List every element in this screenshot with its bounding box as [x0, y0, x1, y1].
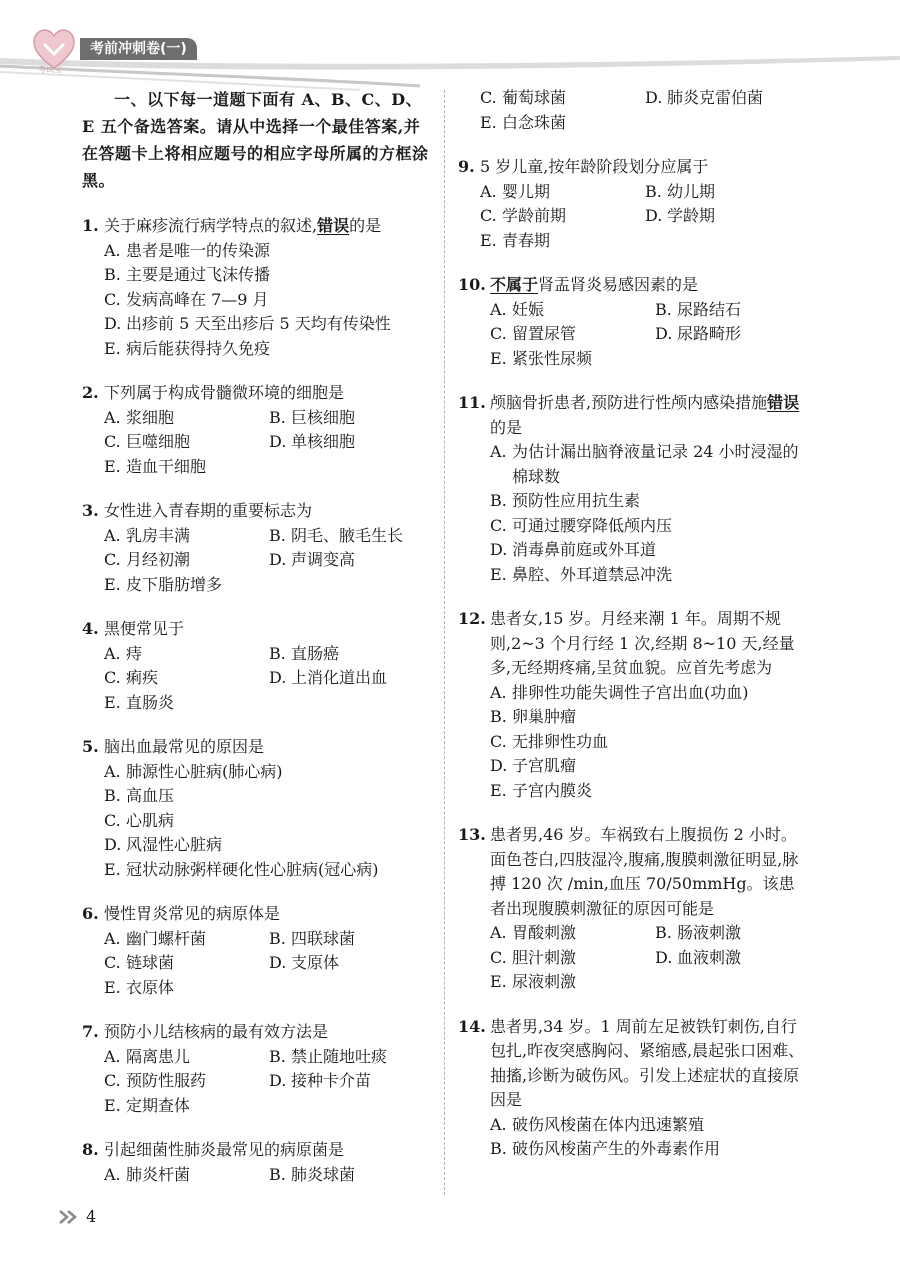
- question-stem: 女性进入青春期的重要标志为: [104, 501, 313, 520]
- option-a: A. 肺源性心脏病(肺心病): [104, 761, 283, 781]
- question-stem: 关于麻疹流行病学特点的叙述,错误的是: [104, 216, 382, 235]
- section-tab-title: 考前冲刺卷(一): [80, 38, 197, 60]
- option-d: D. 消毒鼻前庭或外耳道: [490, 540, 657, 559]
- option-e: E. 病后能获得持久免疫: [104, 338, 271, 358]
- option-a: A. 患者是唯一的传染源: [104, 240, 271, 260]
- question-stem: 不属于肾盂肾炎易感因素的是: [490, 275, 699, 294]
- question-8-continued: [458, 86, 810, 135]
- question-10: [458, 273, 810, 371]
- question-13: [458, 823, 810, 995]
- option-e: E. 白念珠菌: [480, 112, 567, 132]
- option-b: B. 直肠癌: [269, 643, 340, 663]
- question-stem: 脑出血最常见的原因是: [104, 737, 265, 756]
- question-stem: 颅脑骨折患者,预防进行性颅内感染措施错误的是: [490, 393, 800, 437]
- emphasis-mark: 错误: [317, 216, 350, 235]
- question-number: 2.: [82, 383, 99, 402]
- option-d: D. 血液刺激: [655, 947, 742, 967]
- option-c: C. 痢疾: [104, 668, 159, 687]
- page-header: [0, 0, 900, 90]
- emphasis-mark: 错误: [767, 393, 800, 412]
- question-stem: 慢性胃炎常见的病原体是: [104, 904, 281, 923]
- option-c: C. 无排卵性功血: [490, 731, 609, 751]
- option-c: C. 学龄前期: [480, 206, 567, 225]
- option-b: B. 卵巢肿瘤: [490, 707, 577, 726]
- option-d: D. 声调变高: [269, 550, 356, 569]
- option-b: B. 尿路结石: [655, 299, 742, 319]
- question-9: [458, 155, 810, 253]
- logo-text: 考试宝: [38, 65, 62, 74]
- option-a: A. 为估计漏出脑脊液量记录 24 小时浸湿的棉球数: [490, 442, 799, 486]
- question-number: 11.: [458, 393, 486, 412]
- option-b: B. 四联球菌: [269, 928, 356, 948]
- option-c: C. 巨噬细胞: [104, 432, 191, 451]
- question-1: [82, 214, 434, 361]
- option-a: A. 婴儿期: [480, 181, 551, 201]
- question-number: 13.: [458, 825, 486, 844]
- option-a: A. 乳房丰满: [104, 525, 191, 545]
- option-a: A. 隔离患儿: [104, 1046, 191, 1066]
- question-14: [458, 1015, 810, 1162]
- option-d: D. 子宫肌瘤: [490, 756, 577, 775]
- option-d: D. 尿路畸形: [655, 324, 742, 343]
- question-4: [82, 617, 434, 715]
- option-e: E. 皮下脂肪增多: [104, 574, 223, 594]
- option-b: B. 破伤风梭菌产生的外毒素作用: [490, 1139, 721, 1158]
- option-e: E. 鼻腔、外耳道禁忌冲洗: [490, 564, 673, 584]
- option-a: A. 胃酸刺激: [490, 923, 577, 942]
- option-d: D. 上消化道出血: [269, 668, 388, 687]
- question-11: [458, 391, 810, 587]
- option-c: C. 发病高峰在 7—9 月: [104, 289, 269, 309]
- question-number: 14.: [458, 1016, 486, 1036]
- double-chevron-right-icon: [58, 1210, 80, 1224]
- option-b: B. 幼儿期: [645, 181, 716, 201]
- page-footer: [58, 1207, 96, 1226]
- option-d: D. 单核细胞: [269, 432, 356, 451]
- option-c: C. 预防性服药: [104, 1071, 207, 1090]
- question-stem: 引起细菌性肺炎最常见的病原菌是: [104, 1140, 345, 1159]
- column-divider: [444, 90, 445, 1195]
- question-stem: 预防小儿结核病的最有效方法是: [104, 1022, 329, 1041]
- question-stem: 患者男,46 岁。车祸致右上腹损伤 2 小时。面色苍白,四肢湿冷,腹痛,腹膜刺激征明显,脉搏 120 次 /min,血压 70/50mmHg。该患者出现腹膜刺激征的原因可能是: [490, 825, 799, 918]
- question-number: 3.: [82, 501, 99, 520]
- option-b: B. 预防性应用抗生素: [490, 491, 641, 510]
- option-c: C. 心肌病: [104, 810, 175, 830]
- option-e: E. 衣原体: [104, 977, 175, 997]
- question-number: 1.: [82, 216, 99, 235]
- option-c: C. 胆汁刺激: [490, 947, 577, 967]
- question-3: [82, 499, 434, 597]
- question-12: [458, 607, 810, 803]
- option-e: E. 直肠炎: [104, 692, 175, 712]
- option-d: D. 学龄期: [645, 206, 716, 225]
- option-b: B. 肠液刺激: [655, 923, 742, 942]
- option-d: D. 肺炎克雷伯菌: [645, 88, 764, 107]
- option-e: E. 紧张性尿频: [490, 348, 593, 368]
- option-b: B. 禁止随地吐痰: [269, 1046, 388, 1066]
- option-a: A. 破伤风梭菌在体内迅速繁殖: [490, 1114, 705, 1134]
- question-stem: 下列属于构成骨髓微环境的细胞是: [104, 383, 345, 402]
- question-6: [82, 902, 434, 1000]
- option-c: C. 可通过腰穿降低颅内压: [490, 515, 673, 535]
- option-a: A. 妊娠: [490, 299, 545, 319]
- page-number: 4: [86, 1207, 97, 1226]
- option-b: B. 巨核细胞: [269, 407, 356, 427]
- option-a: A. 幽门螺杆菌: [104, 928, 207, 948]
- question-2: [82, 381, 434, 479]
- question-stem: 黑便常见于: [104, 619, 185, 638]
- option-d: D. 接种卡介苗: [269, 1071, 372, 1090]
- question-number: 9.: [458, 157, 475, 176]
- option-a: A. 排卵性功能失调性子宫出血(功血): [490, 682, 749, 702]
- option-a: A. 痔: [104, 643, 143, 663]
- question-number: 7.: [82, 1022, 99, 1041]
- option-c: C. 链球菌: [104, 953, 175, 972]
- option-d: D. 支原体: [269, 953, 340, 972]
- section-instructions: 一、以下每一道题下面有 A、B、C、D、E 五个备选答案。请从中选择一个最佳答案,并在答题卡上将相应题号的相应字母所属的方框涂黑。: [82, 90, 429, 190]
- option-e: E. 定期查体: [104, 1095, 191, 1115]
- option-d: D. 风湿性心脏病: [104, 835, 223, 854]
- option-e: E. 青春期: [480, 230, 551, 250]
- option-b: B. 主要是通过飞沫传播: [104, 265, 271, 284]
- option-b: B. 阴毛、腋毛生长: [269, 525, 404, 545]
- question-number: 5.: [82, 737, 99, 756]
- right-column: [458, 86, 810, 1182]
- question-stem: 患者女,15 岁。月经来潮 1 年。周期不规则,2~3 个月行经 1 次,经期 8~10 天,经量多,无经期疼痛,呈贫血貌。应首先考虑为: [490, 609, 795, 677]
- option-b: B. 高血压: [104, 786, 175, 805]
- question-8: [82, 1138, 434, 1187]
- question-5: [82, 735, 434, 882]
- option-c: C. 葡萄球菌: [480, 88, 567, 107]
- option-e: E. 冠状动脉粥样硬化性心脏病(冠心病): [104, 859, 379, 879]
- question-number: 4.: [82, 619, 99, 638]
- question-number: 8.: [82, 1140, 99, 1159]
- question-number: 12.: [458, 609, 486, 628]
- option-e: E. 造血干细胞: [104, 456, 207, 476]
- question-stem: 5 岁儿童,按年龄阶段划分应属于: [480, 157, 709, 176]
- question-stem: 患者男,34 岁。1 周前左足被铁钉刺伤,自行包扎,昨夜突感胸闷、紧缩感,晨起张口困难、抽搐,诊断为破伤风。引发上述症状的直接原因是: [490, 1016, 805, 1109]
- option-c: C. 留置尿管: [490, 324, 577, 343]
- option-a: A. 浆细胞: [104, 407, 175, 427]
- option-c: C. 月经初潮: [104, 550, 191, 569]
- option-e: E. 尿液刺激: [490, 972, 577, 991]
- option-d: D. 出疹前 5 天至出疹后 5 天均有传染性: [104, 314, 391, 333]
- question-number: 10.: [458, 275, 486, 294]
- option-b: B. 肺炎球菌: [269, 1164, 356, 1184]
- option-e: E. 子宫内膜炎: [490, 780, 593, 800]
- option-a: A. 肺炎杆菌: [104, 1164, 191, 1184]
- question-7: [82, 1020, 434, 1118]
- question-number: 6.: [82, 904, 99, 923]
- left-column: [82, 86, 434, 1207]
- emphasis-mark: 不属于: [490, 275, 539, 294]
